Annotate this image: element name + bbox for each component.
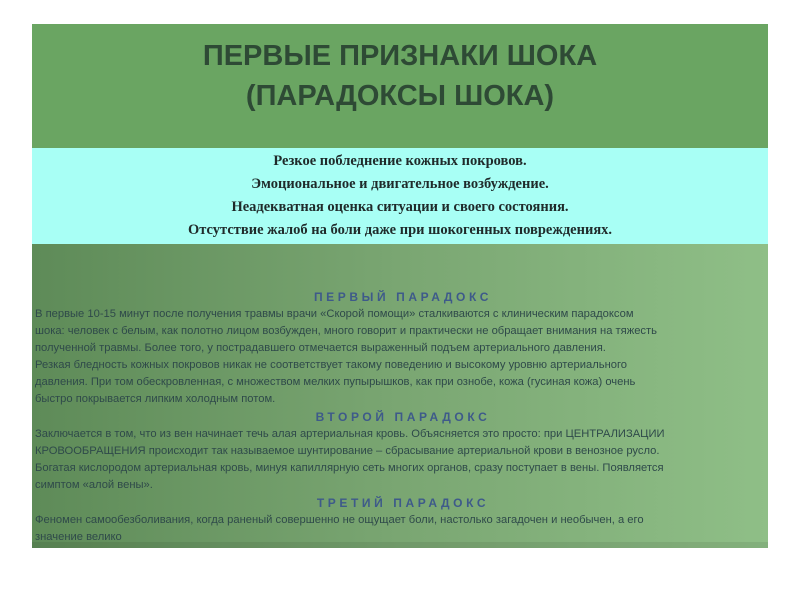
sign-item: Резкое побледнение кожных покровов. (273, 153, 527, 169)
paradox-2-line: Богатая кислородом артериальная кровь, минуя капиллярную сеть многих органов, сразу поступает в вены. Появляется (35, 462, 664, 474)
paradox-1-line: быстро покрывается липким холодным потом. (35, 393, 276, 405)
paradox-heading-1: ПЕРВЫЙ ПАРАДОКС (313, 290, 493, 304)
paradox-2-line: симптом «алой вены». (35, 479, 153, 491)
paradox-3-line: Феномен самообезболивания, когда раненый совершенно не ощущает боли, настолько загадочен и необычен, а его (35, 514, 644, 526)
paradox-2-line: Заключается в том, что из вен начинает течь алая артериальная кровь. Объясняется это просто: при ЦЕНТРАЛИЗАЦИИ (35, 428, 665, 440)
paradox-2-line: КРОВООБРАЩЕНИЯ происходит так называемое шунтирование – сбрасывание артериальной крови в венозное русло. (35, 445, 660, 457)
slide-title-line-1: ПЕРВЫЕ ПРИЗНАКИ ШОКА (202, 40, 598, 72)
paradox-heading-3: ТРЕТИЙ ПАРАДОКС (316, 496, 490, 510)
title-band (32, 24, 768, 148)
signs-band (32, 148, 768, 244)
paradox-3-line: значение велико (35, 531, 122, 543)
paradoxes-content (35, 288, 768, 546)
slide-bottom-edge (32, 542, 768, 548)
signs-list (32, 150, 768, 242)
sign-item: Отсутствие жалоб на боли даже при шокогенных повреждениях. (187, 222, 613, 238)
sign-item: Эмоциональное и двигательное возбуждение. (251, 176, 549, 192)
slide-title (32, 36, 768, 116)
slide-title-line-2: (ПАРАДОКСЫ ШОКА) (245, 80, 555, 112)
paradox-1-line: В первые 10-15 минут после получения травмы врачи «Скорой помощи» сталкиваются с клиническим парадоксом (35, 308, 634, 320)
paradox-heading-2: ВТОРОЙ ПАРАДОКС (315, 410, 491, 424)
paradox-1-line: давления. При том обескровленная, с множеством мелких пупырышков, как при ознобе, кожа (гусиная кожа) очень (35, 376, 636, 388)
paradox-1-line: полученной травмы. Более того, у пострадавшего отмечается выраженный подъем артериального давления. (35, 342, 606, 354)
paradox-1-line: Резкая бледность кожных покровов никак не соответствует такому поведению и высокому уровню артериального (35, 359, 628, 371)
paradoxes-area (32, 244, 768, 548)
slide (32, 24, 768, 548)
sign-item: Неадекватная оценка ситуации и своего состояния. (231, 199, 569, 215)
paradox-1-line: шока: человек с белым, как полотно лицом возбужден, много говорит и практически не обращает внимания на тяжесть (35, 325, 657, 337)
